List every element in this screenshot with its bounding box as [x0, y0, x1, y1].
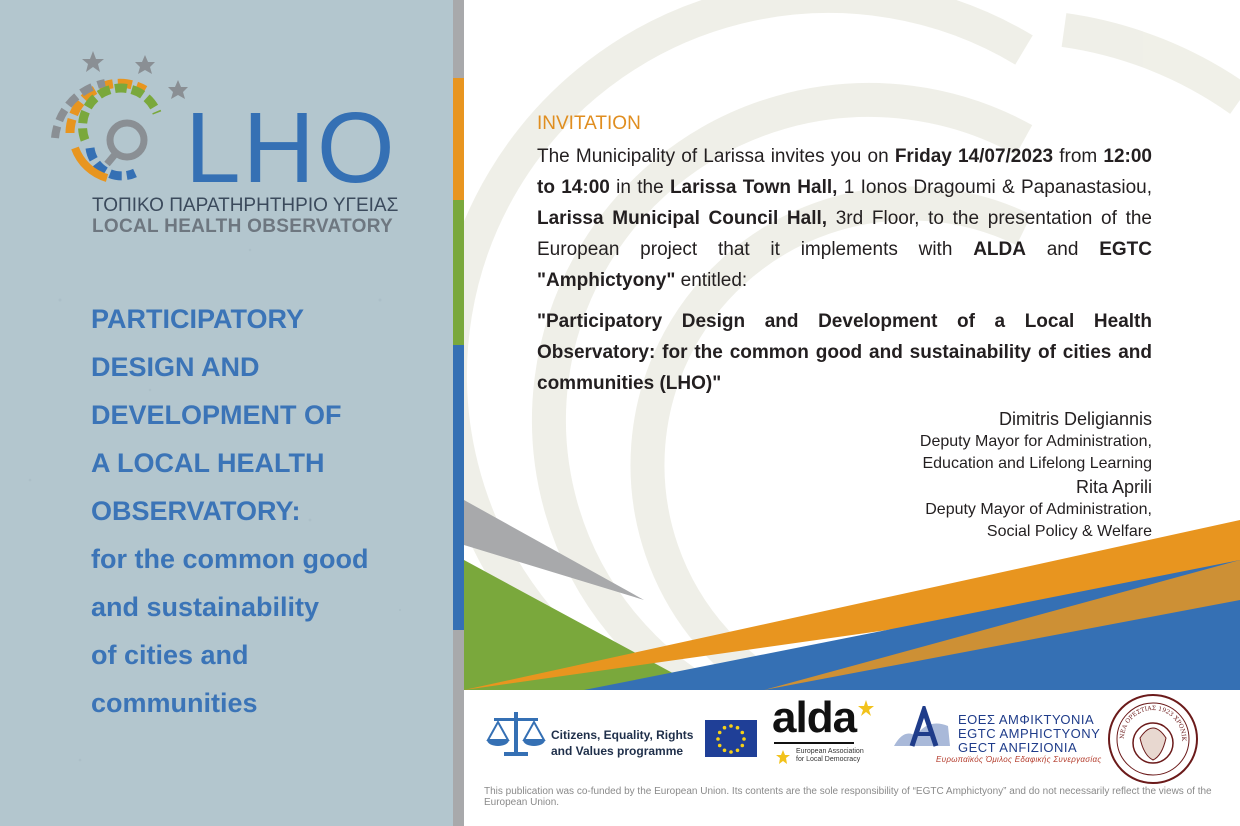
- text-span: entitled:: [675, 270, 748, 291]
- seal-graphic: [1110, 696, 1196, 782]
- egtc-line: EGTC AMPHICTYONY: [958, 726, 1101, 741]
- alda-logo: alda: [772, 693, 857, 742]
- title-line: PARTICIPATORY: [91, 304, 305, 334]
- invitation-paragraph: [537, 141, 1152, 296]
- title-line: communities: [91, 688, 258, 718]
- orange-stripe-segment: [453, 78, 464, 200]
- eu-disclaimer: This publication was co-funded by the European Union. Its contents are the sole responsibility of “EGTC Amphictyony” and do not necessarily reflect the views of the European Union.: [484, 786, 1212, 808]
- project-title-quote: "Participatory Design and Development of a Local Health Observatory: for the common good and sustainability of cities and communities (LHO)": [537, 311, 1152, 394]
- text-span: from: [1053, 146, 1104, 167]
- star-icon: [82, 51, 104, 72]
- eu-flag-icon: [705, 720, 757, 757]
- title-line: of cities and: [91, 640, 249, 670]
- lho-logo: [45, 48, 425, 248]
- cerv-line: Citizens, Equality, Rights: [551, 728, 694, 742]
- signer-role: Deputy Mayor of Administration,: [925, 501, 1152, 518]
- municipality-seal-icon: [1108, 694, 1198, 784]
- event-date: Friday 14/07/2023: [894, 146, 1054, 167]
- alda-sub-line: European Association: [796, 748, 864, 755]
- title-line: DEVELOPMENT OF: [91, 400, 342, 430]
- project-title-left: [91, 295, 431, 727]
- text-span: The Municipality of Larissa invites you on: [537, 146, 895, 167]
- egtc-amphictyony-name: [958, 713, 1100, 755]
- signer-role: Education and Lifelong Learning: [922, 455, 1152, 472]
- alda-underline: [774, 742, 854, 744]
- egtc-line: GECT ANFIZIONIA: [958, 740, 1078, 755]
- signer-name: Dimitris Deligiannis: [998, 409, 1152, 429]
- signer-name: Rita Aprili: [1075, 477, 1152, 497]
- alda-star-icon: [858, 700, 874, 716]
- partner-alda: ALDA: [973, 239, 1026, 260]
- alda-sub-line: for Local Democracy: [796, 756, 861, 763]
- star-icon: [135, 55, 155, 74]
- venue-hall: Larissa Municipal Council Hall,: [537, 208, 828, 229]
- text-span: 3rd Floor, to the presentation of the European project that it implements with: [537, 208, 1152, 260]
- text-span: in the: [609, 177, 670, 198]
- logo-english-subtitle: LOCAL HEALTH OBSERVATORY: [92, 216, 394, 237]
- cerv-programme-label: [551, 727, 693, 759]
- title-line: A LOCAL HEALTH: [91, 448, 325, 478]
- left-panel: [0, 0, 453, 826]
- invitation-body: [537, 108, 1152, 399]
- logo-greek-subtitle: ΤΟΠΙΚΟ ΠΑΡΑΤΗΡΗΤΗΡΙΟ ΥΓΕΙΑΣ: [92, 195, 399, 216]
- alda-star-icon: [776, 750, 790, 764]
- event-time: 12:00 to 14:00: [537, 146, 1153, 198]
- blue-stripe-segment: [453, 345, 464, 630]
- eu-stars-icon: [705, 720, 757, 757]
- title-line: for the common good: [91, 544, 369, 574]
- scales-icon: [486, 710, 546, 760]
- alda-subtitle: [796, 748, 864, 764]
- seal-text: ΝΕΑ ΟΡΕΣΤΙΑΣ 1923 ΧΡΟΝΙΚ: [1118, 704, 1188, 742]
- text-span: and: [1025, 239, 1100, 260]
- logo-wordmark: LHO: [185, 92, 397, 204]
- partner-egtc: EGTC "Amphictyony": [537, 239, 1152, 291]
- egtc-subtitle: Ευρωπαϊκός Όμιλος Εδαφικής Συνεργασίας: [936, 755, 1102, 764]
- title-line: and sustainability: [91, 592, 320, 622]
- title-line: OBSERVATORY:: [91, 496, 301, 526]
- signers-block: [920, 407, 1152, 543]
- text-span: 1 Ionos Dragoumi & Papanastasiou,: [837, 177, 1152, 198]
- green-stripe-segment: [453, 200, 464, 345]
- signer-role: Social Policy & Welfare: [986, 523, 1152, 540]
- venue-name: Larissa Town Hall,: [669, 177, 838, 198]
- title-line: DESIGN AND: [91, 352, 260, 382]
- egtc-amphictyony-logo-mark: [890, 706, 954, 752]
- cerv-line: and Values programme: [551, 744, 684, 758]
- signer-role: Deputy Mayor for Administration,: [919, 433, 1152, 450]
- egtc-line: ΕΟΕΣ ΑΜΦΙΚΤΥΟΝΙΑ: [958, 712, 1095, 727]
- invitation-label: INVITATION: [537, 113, 641, 134]
- lho-logo-mark: [45, 48, 195, 188]
